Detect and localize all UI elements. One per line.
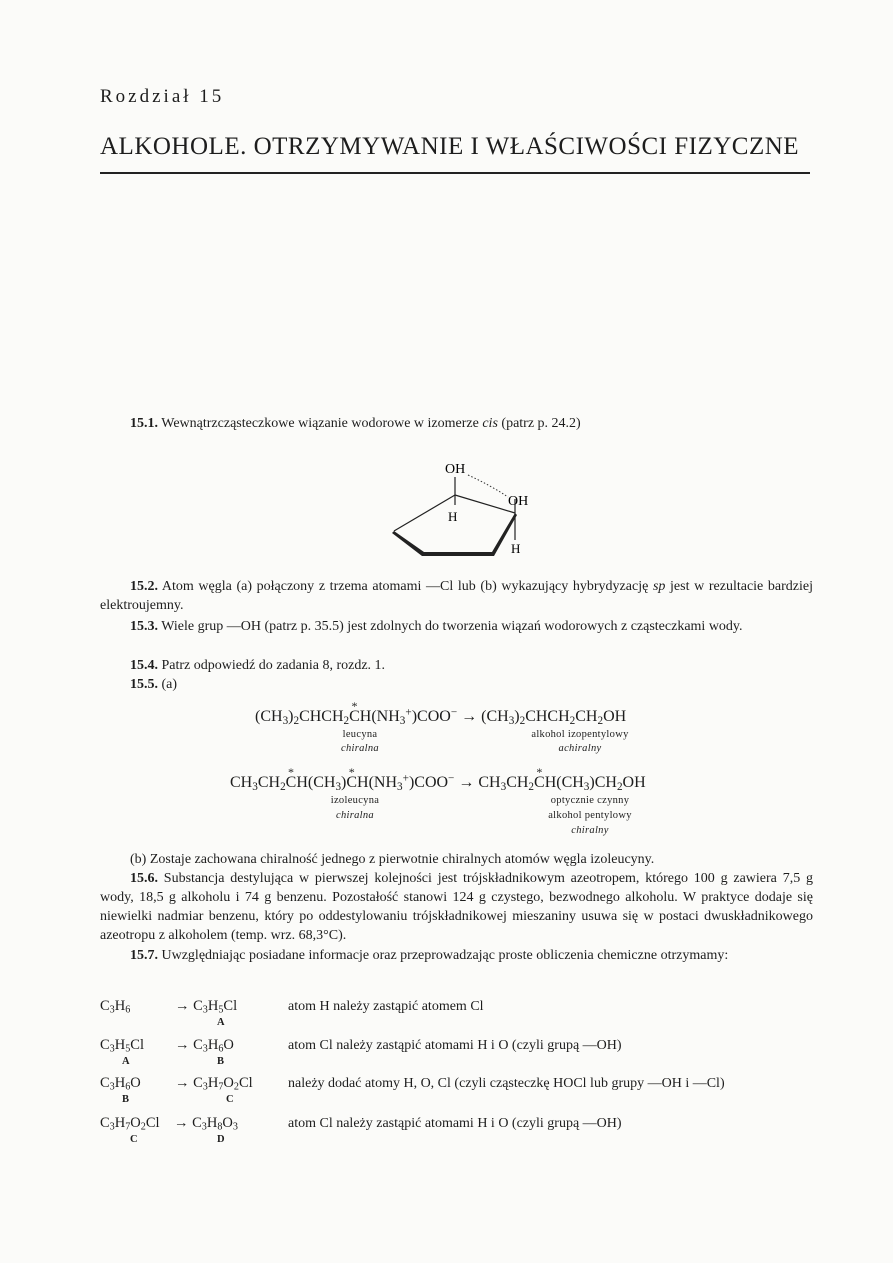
answer-text-cont: jest w rezultacie bardziej elektroujemny. xyxy=(100,579,813,613)
formula-to: → $C_3H_5Cl$ xyxy=(175,998,238,1016)
formula-label: C xyxy=(226,1094,234,1105)
answer-15-5-b xyxy=(100,850,813,869)
isopentyl-alcohol-label: alkohol izopentylowy xyxy=(531,729,629,740)
formula-label: A xyxy=(122,1056,130,1067)
pentyl-alcohol-label: alkohol pentylowy xyxy=(548,810,632,821)
answer-number: 15.6. xyxy=(130,871,158,886)
answer-text: Wiele grup —OH (patrz p. 35.5) jest zdolnych do tworzenia wiązań wodorowych z cząsteczkami wody. xyxy=(161,619,743,634)
formula-label: D xyxy=(217,1134,225,1145)
oh-label-right: OH xyxy=(508,494,529,509)
step-description: atom H należy zastąpić atomem Cl xyxy=(288,999,484,1014)
leucyna-label: leucyna xyxy=(342,729,378,740)
h-label-right: H xyxy=(511,541,521,556)
optically-active-label: optycznie czynny xyxy=(550,795,630,806)
formula-label: B xyxy=(122,1094,130,1105)
formula-label: A xyxy=(217,1017,225,1028)
ring-bond xyxy=(455,495,515,513)
answer-text: Substancja destylująca w pierwszej kolejności jest trójskładnikowym azeotropem, którego 100 g zawiera 7,5 g wody, 18,5 g alkoholu i 74 g benzenu. Pozostałość stanowi 124 g czystego, bezwodnego alkoholu. W praktyce dodaje się niewielki nadmiar benzenu, który po oddestylowaniu trójskładnikowej mieszaniny usuwa się w postaci dwuskładnikowego azeotropu z alkoholem (temp. wrz. 68,3°C). xyxy=(100,871,813,943)
answer-15-6 xyxy=(100,869,813,945)
answer-text: Atom węgla (a) połączony z trzema atomami —Cl lub (b) wykazujący hybrydyzację xyxy=(161,579,649,594)
answer-15-1 xyxy=(100,414,813,433)
formula-from: $C_3H_5Cl$ xyxy=(100,1037,144,1055)
answer-number: 15.7. xyxy=(130,948,158,963)
formula-to: → $C_3H_6O$ xyxy=(175,1037,234,1055)
sp-term: sp xyxy=(652,579,666,594)
formula-from: $C_3H_7O_2Cl$ xyxy=(100,1115,160,1133)
chapter-title: ALKOHOLE. OTRZYMYWANIE I WŁAŚCIWOŚCI FIZYCZNE xyxy=(100,133,800,160)
oh-label-top: OH xyxy=(445,462,466,477)
formula-to: → $C_3H_7O_2Cl$ xyxy=(175,1075,253,1093)
answer-number: 15.1. xyxy=(130,416,158,431)
title-rule xyxy=(100,172,810,174)
step-description: atom Cl należy zastąpić atomami H i O (czyli grupą —OH) xyxy=(288,1116,622,1131)
chirality-label: chiralny xyxy=(571,825,609,836)
formula-label: C xyxy=(130,1134,138,1145)
ring-bond xyxy=(394,495,458,531)
answer-number: 15.3. xyxy=(130,619,158,634)
answer-15-3 xyxy=(100,617,813,636)
formula-to: → $C_3H_8O_3$ xyxy=(174,1115,238,1133)
answer-text: Wewnątrzcząsteczkowe wiązanie wodorowe w izomerze xyxy=(161,416,479,431)
step-description: należy dodać atomy H, O, Cl (czyli cząsteczkę HOCl lub grupy —OH i —Cl) xyxy=(288,1076,725,1091)
formula-from: $C_3H_6$ xyxy=(100,998,131,1016)
chirality-label: chiralna xyxy=(336,810,374,821)
reaction-2-equation: $CH_3CH_2*$ $CH(CH_3)*$ $CH(NH_3^+)COO^- \to CH_3CH_2*$ $CH(CH_3)CH_2OH$ xyxy=(230,774,646,792)
answer-15-5 xyxy=(100,675,813,694)
cis-diol-ring-diagram xyxy=(380,455,550,570)
formula-from: $C_3H_6O$ xyxy=(100,1075,141,1093)
answer-text: Patrz odpowiedź do zadania 8, rozdz. 1. xyxy=(161,658,386,673)
h-label-left: H xyxy=(448,509,458,524)
answer-number: 15.5. xyxy=(130,677,158,692)
hydrogen-bond xyxy=(468,475,508,497)
answer-15-4 xyxy=(100,656,813,675)
answer-text: Uwzględniając posiadane informacje oraz przeprowadzając proste obliczenia chemiczne otrzymamy: xyxy=(161,948,729,963)
chirality-label: chiralna xyxy=(341,743,379,754)
formula-label: B xyxy=(217,1056,225,1067)
answer-number: 15.2. xyxy=(130,579,158,594)
step-description: atom Cl należy zastąpić atomami H i O (czyli grupą —OH) xyxy=(288,1038,622,1053)
reaction-1-equation: $(CH_3)_2CHCH_2*$ $CH(NH_3^+)COO^-$ → $(CH_3)_2CHCH_2CH_2OH$ xyxy=(255,708,626,726)
answer-text: (b) Zostaje zachowana chiralność jednego z pierwotnie chiralnych atomów węgla izoleucyny. xyxy=(130,852,655,867)
isoleucine-label: izoleucyna xyxy=(330,795,380,806)
answer-ref: (patrz p. 24.2) xyxy=(501,416,581,431)
part-a: (a) xyxy=(161,677,178,692)
cis-term: cis xyxy=(482,416,498,431)
chirality-label: achiralny xyxy=(558,743,602,754)
answer-15-7 xyxy=(100,946,813,965)
chapter-label: Rozdział 15 xyxy=(100,86,225,107)
answer-15-2 xyxy=(100,577,813,615)
answer-number: 15.4. xyxy=(130,658,158,673)
